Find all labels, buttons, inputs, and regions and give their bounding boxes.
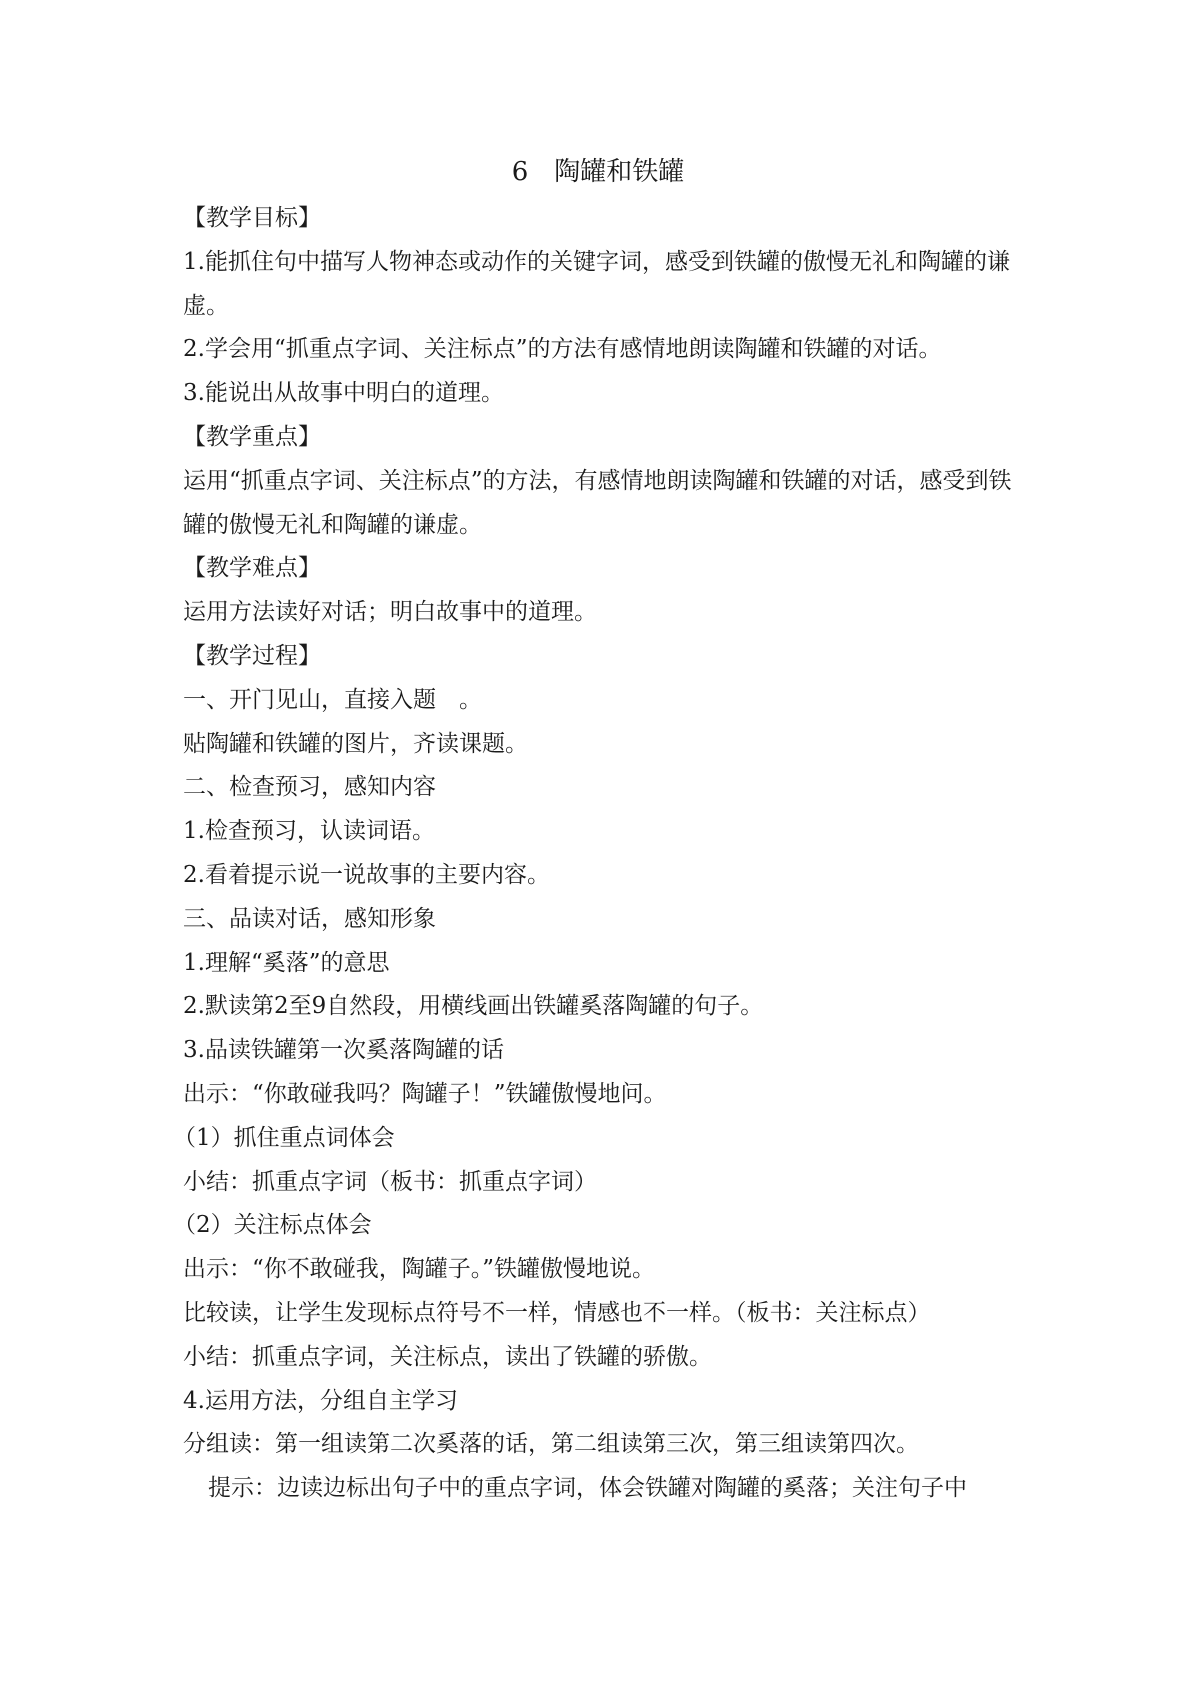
- objective-2: 2.学会用“抓重点字词、关注标点”的方法有感情地朗读陶罐和铁罐的对话。: [183, 336, 942, 363]
- sub-step-1: （1）抓住重点词体会: [173, 1124, 395, 1151]
- process-step-1-text: 贴陶罐和铁罐的图片，齐读课题。: [183, 730, 528, 757]
- sub-step-2: （2）关注标点体会: [173, 1212, 372, 1239]
- section-heading-key-points: 【教学重点】: [183, 423, 321, 450]
- process-step-2-heading: 二、检查预习，感知内容: [183, 774, 436, 801]
- process-step-3-item-1: 1.理解“奚落”的意思: [183, 949, 390, 976]
- summary-1: 小结：抓重点字词（板书：抓重点字词）: [183, 1168, 597, 1195]
- difficulties-text: 运用方法读好对话；明白故事中的道理。: [183, 599, 597, 626]
- process-step-3-item-2: 2.默读第2至9自然段，用横线画出铁罐奚落陶罐的句子。: [183, 993, 764, 1020]
- compare-reading-text: 比较读，让学生发现标点符号不一样，情感也不一样。（板书：关注标点）: [183, 1299, 931, 1326]
- process-step-2-item-1: 1.检查预习，认读词语。: [183, 818, 435, 845]
- hint-text: 提示：边读边标出句子中的重点字词，体会铁罐对陶罐的奚落；关注句子中: [208, 1475, 967, 1502]
- process-step-3-item-4: 4.运用方法，分组自主学习: [183, 1387, 458, 1414]
- document-title: 6 陶罐和铁罐: [511, 157, 685, 187]
- display-quote-2: 出示：“你不敢碰我，陶罐子。”铁罐傲慢地说。: [183, 1256, 656, 1283]
- section-heading-objectives: 【教学目标】: [183, 205, 321, 231]
- display-quote-1: 出示：“你敢碰我吗？陶罐子！”铁罐傲慢地问。: [183, 1080, 667, 1107]
- summary-2: 小结：抓重点字词，关注标点，读出了铁罐的骄傲。: [183, 1343, 712, 1370]
- process-step-3-item-3: 3.品读铁罐第一次奚落陶罐的话: [183, 1037, 504, 1064]
- objective-1: 1.能抓住句中描写人物神态或动作的关键字词，感受到铁罐的傲慢无礼和陶罐的谦虚。: [183, 248, 1010, 319]
- process-step-1-heading: 一、开门见山，直接入题 。: [183, 686, 482, 713]
- document-page: [173, 150, 1013, 1511]
- objective-3: 3.能说出从故事中明白的道理。: [183, 380, 504, 407]
- key-points-text: 运用“抓重点字词、关注标点”的方法，有感情地朗读陶罐和铁罐的对话，感受到铁罐的傲慢无礼和陶罐的谦虚。: [183, 467, 1012, 538]
- process-step-3-heading: 三、品读对话，感知形象: [183, 905, 436, 932]
- section-heading-process: 【教学过程】: [183, 642, 321, 669]
- process-step-2-item-2: 2.看着提示说一说故事的主要内容。: [183, 861, 550, 888]
- section-heading-difficulties: 【教学难点】: [183, 555, 321, 582]
- group-reading-text: 分组读：第一组读第二次奚落的话，第二组读第三次，第三组读第四次。: [183, 1431, 919, 1458]
